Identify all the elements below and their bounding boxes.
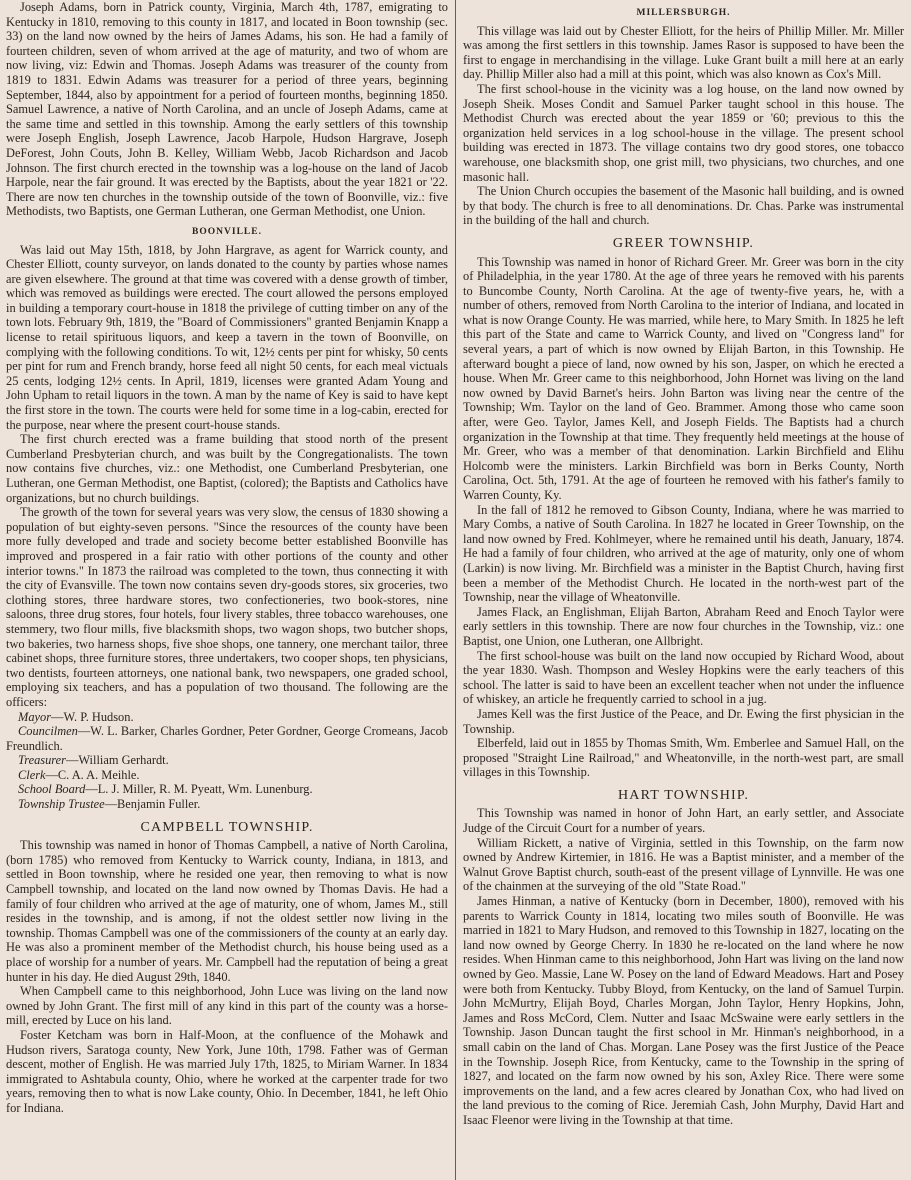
- boonville-heading: BOONVILLE.: [192, 226, 262, 237]
- officer-entry: [6, 753, 448, 768]
- officer-role: Mayor: [18, 709, 52, 724]
- greer-paragraph: This Township was named in honor of Richard Greer. Mr. Greer was born in the city of Philadelphia, in the year 1780. At the age of three years he removed with his parents to Buncombe County, North Carolina. At the age of twenty-five years, he, with a number of others, removed from North Carolina to the interior of Indiana, and located in what is now Orange County. He was married, while here, to Mary Smith. In 1825 he left this part of the State and came to Warrick County, and lived on "Congress land" for several years, a part of which is now owned by Elijah Barton, in this Township. He afterward bought a piece of land, now owned by his son, Jasper, on which he erected a house. When Mr. Greer came to this neighborhood, John Hornet was living on the land now owned by David Barnet's heirs. John Barton was living near the centre of the Township; Wm. Taylor on the land of Geo. Brammer. Among those who came soon after, were Geo. Taylor, James Kell, and Joseph Fields. The Baptists had a church organization in the Township at that time. They frequently held meetings at the house of Mr. Greer, who was a member of that denomination. Larkin Birchfield and Elihu Holcomb were the ministers. Larkin Birchfield was born in Berks County, North Carolina, Oct. 5th, 1791. At the age of fourteen he removed with his father's family to Warren County, Ky.: [463, 254, 904, 502]
- campbell-paragraph: This township was named in honor of Thomas Campbell, a native of North Carolina, (born 1785) who removed from Kentucky to Warrick county, Indiana, in 1813, and settled in Boon township, where he resided one year, then removing to what is now Campbell township, and located on the land now owned by Thomas Davis. He had a family of four children who arrived at the age of maturity, one of whom, James M., still resides in the township, and is among, if not the oldest settler now living in the township. Thomas Campbell was one of the commissioners of the county at an early day. He was also a prominent member of the Methodist church, his house being used as a place of worship for a number of years. Mr. Campbell had the reputation of being a great hunter in his day. He died August 29th, 1840.: [6, 838, 448, 984]
- hart-heading: HART TOWNSHIP.: [617, 787, 750, 803]
- officer-entry: [6, 782, 448, 797]
- column-divider: [455, 0, 456, 1180]
- greer-heading: GREER TOWNSHIP.: [612, 235, 755, 251]
- officer-entry: [6, 710, 448, 725]
- millersburgh-paragraph: The first school-house in the vicinity was a log house, on the land now owned by Joseph Sheik. Moses Condit and Samuel Parker taught school in this house. The Methodist Church was erected about the year 1859 or '60; previous to this the organization held services in a log school-house in the village. The present school building was erected in 1873. The village contains two dry good stores, one tobacco warehouse, one blacksmith shop, one grist mill, two physicians, two churches, and one masonic hall.: [463, 81, 904, 184]
- officer-names: —C. A. A. Meihle.: [45, 767, 140, 782]
- officer-entry: [6, 797, 448, 812]
- millersburgh-paragraph: This village was laid out by Chester Elliott, for the heirs of Phillip Miller. Mr. Miller was among the first settlers in this township. James Rasor is supposed to have been the first to engage in merchandising in the village. Luke Grant built a mill here at an early day. Phillip Miller also had a mill at this point, which was also known as Cox's Mill.: [463, 23, 904, 82]
- boonville-paragraph: Was laid out May 15th, 1818, by John Hargrave, as agent for Warrick county, and Chester Elliott, county surveyor, on lands donated to the county by parties whose names are given elsewhere. The ground at that time was covered with a dense growth of timber, which was removed as buildings were erected. The court allowed the persons employed in building a temporary court-house in 1818 the privilege of cutting timber on any of the town lots. February 9th, 1819, the "Board of Commissioners" granted Benjamin Knapp a license to retail spirituous liquors, and keep a tavern in the town of Boonville, on complying with the following conditions. To wit, 12½ cents per pint for whisky, 50 cents per pint for rum and French brandy, horse feed all night 50 cents, for each meal victuals 25 cents, lodging 12½ cents. In April, 1819, licenses were granted Adam Young and John Upham to retail liquors in the town. A man by the name of Key is said to have kept the first store in the town. The courts were held for some time in a log-cabin, erected for the purpose, near where the present court-house stands.: [6, 242, 448, 432]
- officer-role: Township Trustee: [18, 797, 105, 812]
- boonville-paragraph: The first church erected was a frame building that stood north of the present Cumberland Presbyterian church, and was built by the Congregationalists. The town now contains five churches, viz.: one Methodist, one Cumberland Presbyterian, one Lutheran, one German Methodist, one Baptist, (colored); the Baptists and Catholics have organizations, but no church buildings.: [6, 432, 448, 505]
- millersburgh-heading: MILLERSBURGH.: [636, 8, 731, 18]
- left-column: [6, 0, 448, 1180]
- officer-role: School Board: [18, 782, 86, 797]
- officer-names: —W. L. Barker, Charles Gordner, Peter Gordner, George Cromeans, Jacob Freundlich.: [6, 724, 448, 753]
- officer-names: —W. P. Hudson.: [51, 709, 134, 724]
- officer-entry: [6, 768, 448, 783]
- greer-paragraph: The first school-house was built on the land now occupied by Richard Wood, about the year 1830. Wash. Thompson and Wesley Hopkins were the early teachers of this school. The latter is said to have been an excellent teacher when not under the influence of whiskey, an article he frequently carried to school in a jug.: [463, 648, 904, 707]
- officer-entry: [6, 724, 448, 753]
- officer-role: Treasurer: [18, 753, 66, 768]
- greer-paragraph: James Flack, an Englishman, Elijah Barton, Abraham Reed and Enoch Taylor were early settlers in this township. There are now four churches in the Township, viz.: one Baptist, one Union, one Lutheran, one Allbright.: [463, 604, 904, 648]
- hart-paragraph: William Rickett, a native of Virginia, settled in this Township, on the farm now owned by Andrew Kirtemier, in 1816. He was a Baptist minister, and a member of the Walnut Grove Baptist church, south-east of the present village of Lynnville. He was one of the chainmen at the surveying of the old "State Road.": [463, 835, 904, 894]
- officer-role: Councilmen: [18, 724, 78, 739]
- officer-role: Clerk: [18, 767, 46, 782]
- campbell-paragraph: Foster Ketcham was born in Half-Moon, at the confluence of the Mohawk and Hudson rivers, Saratoga county, New York, June 10th, 1798. Father was of German descent, mother of English. He was married July 17th, 1825, to Miriam Warner. In 1834 immigrated to Ashtabula county, Ohio, where he worked at the carpenter trade for two years, removing then to what is now Lake county, Ohio. In December, 1841, he left Ohio for Indiana.: [6, 1027, 448, 1115]
- hart-paragraph: James Hinman, a native of Kentucky (born in December, 1800), removed with his parents to Warrick County in 1814, locating two miles south of Boonville. He was married in 1821 to Mary Hudson, and removed to this Township in 1827, locating on the land now owned by George Cherry. In 1830 he re-located on the land where he now resides. When Hinman came to this neighborhood, John Hart was living on the land now owned by Geo. Massie, Lane W. Posey on the land of Edward Meadows. Hart and Posey were both from Kentucky. Tubby Bloyd, from Kentucky, on the land of Samuel Turpin. John McMurtry, Elijah Boyd, Charles Morgan, John Taylor, Henry Hopkins, John, James and Ross McCord, Clem. Nutter and Isaac McSwaine were early settlers in the Township. Jason Duncan taught the first school in Mr. Hinman's neighborhood, in a small cabin on the land of Chas. Morgan. Lane Posey was the first Justice of the Peace in the Township. Joseph Rice, from Kentucky, came to the Township in the spring of 1827, and located on the farm now owned by his son, Axley Rice. There were some improvements on the land, and a few acres cleared by Jonathan Cox, who had lived on the land previous to the coming of Rice. Jeremiah Cash, John Murphy, David Hart and Isaac Fleenor were living in the Township at that time.: [463, 894, 904, 1127]
- hart-paragraph: This Township was named in honor of John Hart, an early settler, and Associate Judge of the Circuit Court for a number of years.: [463, 806, 904, 836]
- officer-names: —Benjamin Fuller.: [104, 797, 201, 812]
- officer-names: —William Gerhardt.: [65, 753, 169, 768]
- officer-names: —L. J. Miller, R. M. Pyeatt, Wm. Lunenburg.: [85, 782, 313, 797]
- officers-list: [6, 710, 448, 812]
- adams-paragraph: Joseph Adams, born in Patrick county, Virginia, March 4th, 1787, emigrating to Kentucky in 1810, removing to this county in 1817, and located in Boon township (sec. 33) on the land now owned by the heirs of James Adams, his son. He had a family of fourteen children, seven of whom arrived at the age of maturity, and two of whom are now living, viz: Edwin and Thomas. Joseph Adams was treasurer of the county from 1819 to 1831. Edwin Adams was treasurer for a period of three years, beginning September, 1844, also by appointment for a period of fourteen months, beginning 1850. Samuel Lawrence, a native of North Carolina, and an uncle of Joseph Adams, came at the same time and settled in this township. Among the early settlers of this township were Joseph English, Joseph Lawrence, Jacob Harpole, Hudson Hargrave, Joseph DeForest, John Couts, John B. Kelley, William Webb, Jacob Richardson and Jacob Johnson. The first church erected in the township was a log-house on the land of Jacob Harpole, near the fair ground. It was erected by the Baptists, about the year 1821 or '22. There are now ten churches in the township outside of the town of Boonville, viz.: five Methodists, two Baptists, one German Lutheran, one German Methodist, one Union.: [6, 0, 448, 219]
- greer-paragraph: James Kell was the first Justice of the Peace, and Dr. Ewing the first physician in the Township.: [463, 706, 904, 736]
- campbell-paragraph: When Campbell came to this neighborhood, John Luce was living on the land now owned by John Grant. The first mill of any kind in this part of the county was a horse-mill, erected by Luce on his land.: [6, 984, 448, 1028]
- greer-paragraph: In the fall of 1812 he removed to Gibson County, Indiana, where he was married to Mary Combs, a native of South Carolina. In 1827 he located in Greer Township, on the land now owned by Fred. Kohlmeyer, where he remained until his death, January, 1874. He had a family of four children, who arrived at the age of maturity, only one of whom (Larkin) is now living. Mr. Birchfield was a minister in the Baptist Church, having first been a member of the Methodist Church. He located in the north-west part of the Township, near the village of Wheatonville.: [463, 502, 904, 605]
- right-column: [463, 0, 904, 1180]
- greer-paragraph: Elberfeld, laid out in 1855 by Thomas Smith, Wm. Emberlee and Samuel Hall, on the proposed "Straight Line Railroad," and Wheatonville, in the north-west part, are small villages in this Township.: [463, 736, 904, 780]
- millersburgh-paragraph: The Union Church occupies the basement of the Masonic hall building, and is owned by that body. The church is free to all denominations. Dr. Chas. Parke was instrumental in the building of the hall and church.: [463, 184, 904, 228]
- boonville-paragraph: The growth of the town for several years was very slow, the census of 1830 showing a population of but eighty-seven persons. "Since the resources of the county have been more fully developed and trade and society become better established Boonville has improved and prospered in a fair ratio with other portions of the county and other interior towns." In 1873 the railroad was completed to the town, thus connecting it with the city of Evansville. The town now contains seven dry-goods stores, six groceries, two clothing stores, three hardware stores, two confectioneries, two book-stores, nine saloons, three drug stores, four hotels, four livery stables, three tobacco warehouses, one stemmery, two flour mills, five blacksmith shops, two wagon shops, two butcher shops, two bakeries, two harness shops, five shoe shops, one tannery, one merchant tailor, three cabinet shops, three furniture stores, three undertakers, two cooper shops, ten physicians, two dentists, fourteen attorneys, one national bank, two newspapers, one graded school, employing six teachers, and has a population of two thousand. The following are the officers:: [6, 505, 448, 709]
- campbell-heading: CAMPBELL TOWNSHIP.: [140, 819, 314, 835]
